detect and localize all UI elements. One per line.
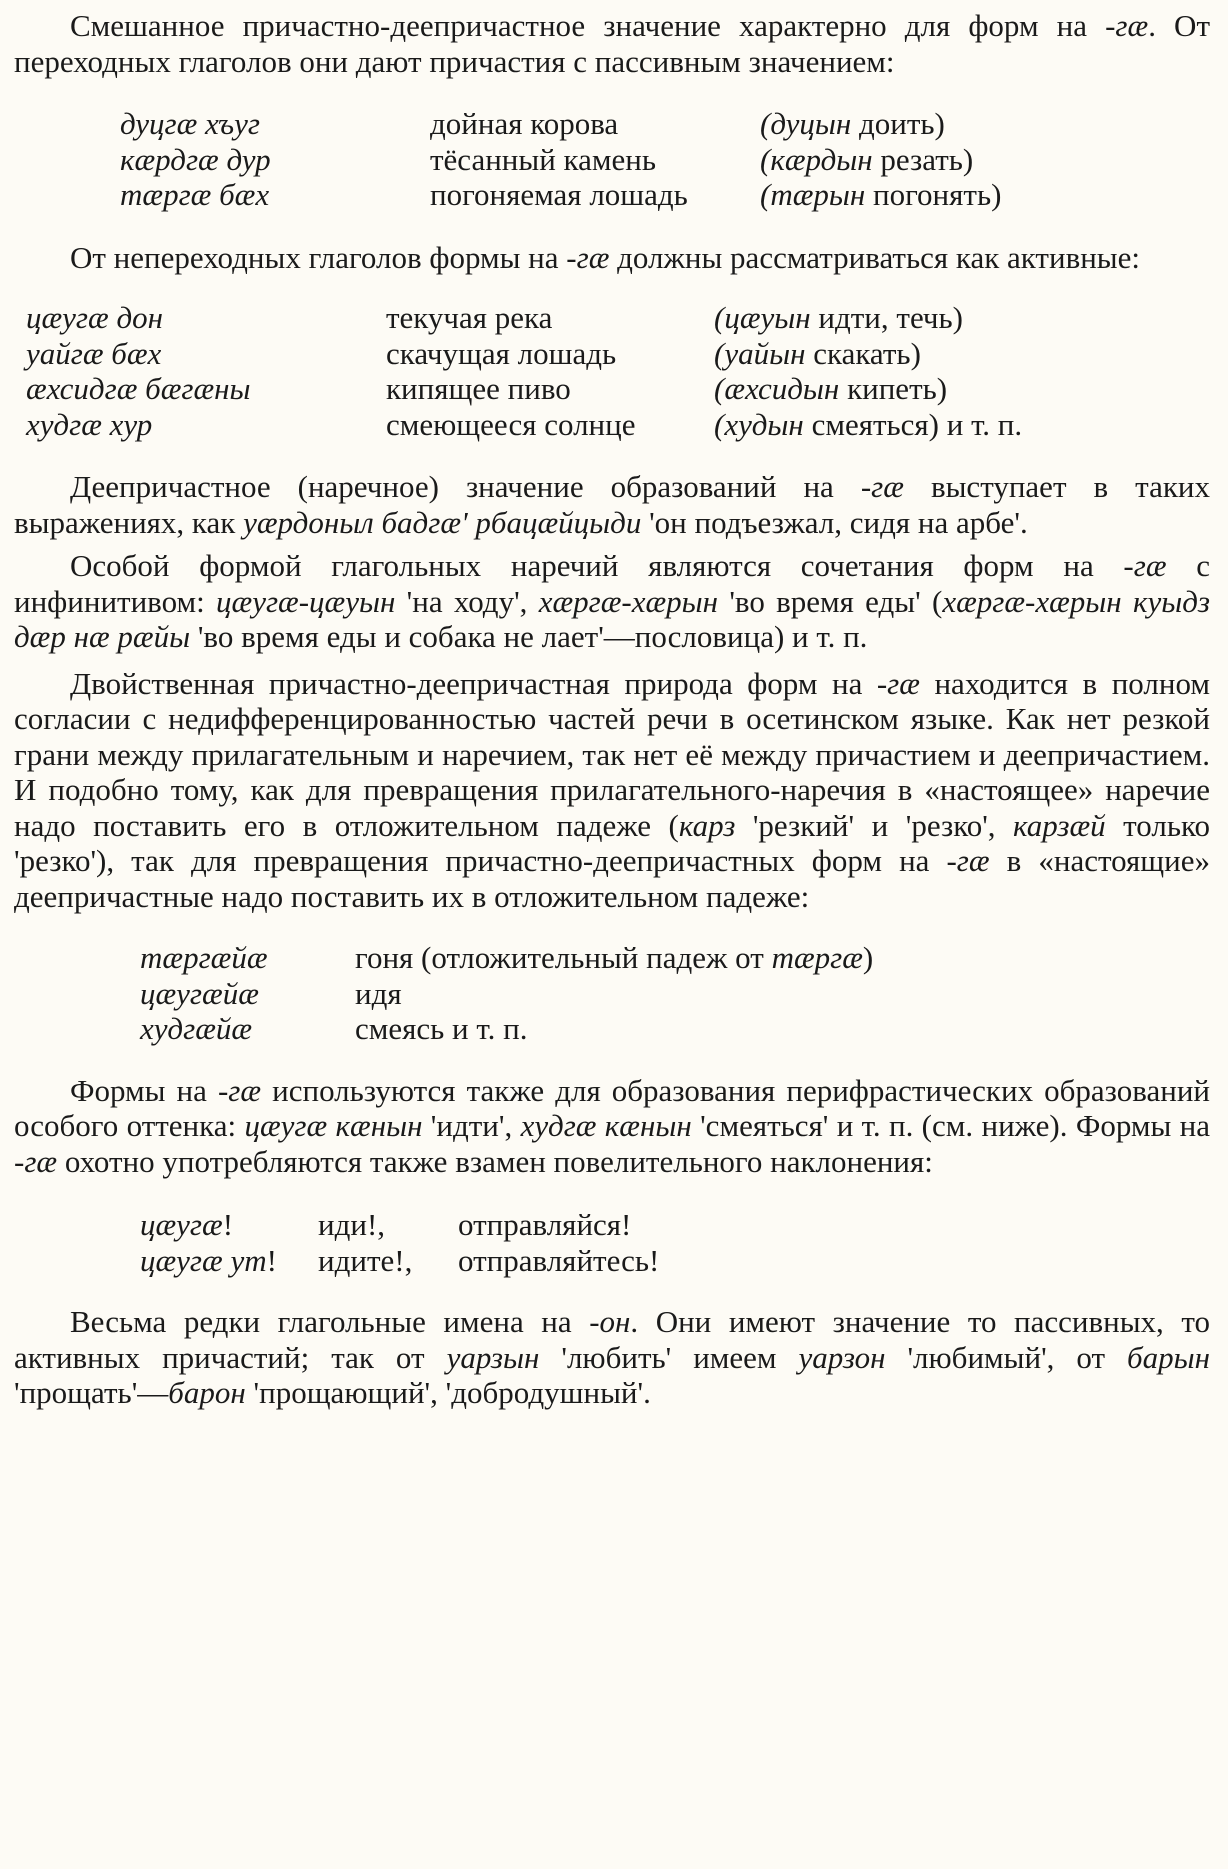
text-run: От непереходных глаголов формы на [70,239,567,275]
example-row [120,177,1001,213]
text-run: 'на ходу', [395,583,539,619]
paragraph-3 [14,469,1210,540]
italic-term: хæргæ-хæрын куыдз дæр нæ рæйы [14,583,1210,654]
italic-term: -гæ [946,843,990,878]
italic-term: цæугæ [140,1207,223,1242]
text-run: 'любимый', от [885,1339,1128,1375]
text-run: 'во время еды и собака не лает'—пословица) и т. п. [190,619,868,654]
italic-term: -гæ [14,1143,58,1179]
italic-term: (цæуын [714,300,811,335]
text-run: резать) [872,141,974,177]
italic-term: -гæ [876,665,920,701]
italic-term: цæугæ-цæуын [216,583,396,619]
italic-term: -гæ [217,1072,262,1108]
example-cell [120,106,430,142]
italic-term: (тæрын [760,177,866,212]
example-row [26,336,1022,372]
text-run: выступает в таких выражениях, как [14,469,1210,540]
text-run: . От переходных глаголов они дают причастия с пассивным значением: [14,8,1210,79]
example-cell [386,371,714,407]
italic-term: (æхсидын [714,371,840,406]
example-row [120,142,1001,178]
text-run: доить) [851,106,945,141]
text-run: используются также для образования перифрастических образований особого оттенка: [14,1072,1210,1143]
text-run: отправляйтесь! [458,1242,660,1278]
example-cell [430,142,760,178]
italic-term: барын [1127,1339,1210,1375]
italic-term: худгæ хур [26,406,153,442]
text-run: 'во время еды' ( [718,583,943,619]
italic-term: æхсидгæ бæгæны [26,371,251,406]
example-cell [26,371,386,407]
text-run: Деепричастное (наречное) значение образований на [70,469,861,504]
text-run: 'прощать'— [14,1375,169,1410]
italic-term: худгæйæ [140,1011,253,1046]
paragraph-6 [14,1073,1210,1180]
example-cell [386,336,714,372]
example-row [140,976,873,1012]
italic-term: карз [678,807,736,843]
example-row [26,407,1022,443]
text-run: Особой формой глагольных наречий являются сочетания форм на [70,548,1124,583]
example-cell [386,300,714,336]
italic-term: цæугæ дон [26,300,164,335]
italic-term: (уайын [714,335,806,371]
italic-term: -он [589,1304,631,1339]
example-row [140,1207,659,1243]
text-run: Весьма редки глагольные имена на [70,1304,590,1339]
paragraph-5 [14,666,1210,915]
example-cell [318,1243,458,1279]
text-run: кипеть) [839,371,948,406]
text-run: гоня (отложительный падеж от [355,940,772,975]
text-run: охотно употребляются также взамен повелительного наклонения: [57,1143,933,1179]
example-cell [714,336,1022,372]
text-run: с инфинитивом: [14,548,1210,619]
text-run: идя [355,975,402,1011]
text-run: смеющееся солнце [386,406,636,442]
example-cell [26,300,386,336]
example-cell [458,1207,659,1243]
italic-term: барон [168,1375,246,1410]
example-cell [140,1243,318,1279]
italic-term: уарзын [446,1339,540,1375]
text-run: в «настоящие» деепричастные надо поставить их в отложительном падеже: [14,843,1210,914]
text-run: погонять) [865,177,1002,212]
example-row [140,1011,873,1047]
text-run: . Они имеют значение то пассивных, то активных причастий; так от [14,1304,1210,1375]
example-cell [430,177,760,213]
text-run: Формы на [70,1072,218,1108]
italic-term: карзæй [1013,807,1106,843]
text-run: скакать) [805,335,921,371]
italic-term: худгæ кæнын [520,1108,692,1143]
italic-term: уæрдоныл бадгæ' рбацæйцыди [243,504,642,540]
italic-term: -гæ [1105,8,1149,43]
italic-term: (дуцын [760,106,852,141]
example-cell [760,142,1001,178]
text-run: Двойственная причастно-деепричастная природа форм на [70,665,877,701]
paragraph-2 [14,240,1210,276]
italic-term: тæргæ [771,940,863,975]
text-run: ! [222,1207,234,1242]
italic-term: уарзон [798,1339,886,1375]
italic-term: кæрдгæ дур [120,141,271,177]
text-run: только 'резко'), так для превращения причастно-деепричастных форм на [14,807,1210,878]
example-cell [714,371,1022,407]
text-run: 'он подъезжал, сидя на арбе'. [641,504,1028,540]
text-run: погоняемая лошадь [430,177,688,212]
text-run: смеяться) и т. п. [803,406,1023,442]
italic-term: дуцгæ хъуг [120,106,260,141]
text-run: идти, течь) [810,300,963,335]
text-run: 'смеяться' и т. п. (см. ниже). Формы на [691,1108,1211,1143]
example-cell [430,106,760,142]
italic-term: цæугæ кæнын [244,1108,423,1143]
example-cell [140,1207,318,1243]
example-cell [458,1243,659,1279]
italic-term: тæргæйæ [140,940,268,975]
example-list-intransitive [26,300,1022,442]
text-run: ! [266,1242,277,1278]
text-run: дойная корова [430,106,619,141]
italic-term: (худын [714,406,804,442]
example-cell [714,407,1022,443]
example-cell [26,407,386,443]
example-cell [120,177,430,213]
text-run: должны рассматриваться как активные: [609,239,1140,275]
paragraph-4 [14,548,1210,655]
example-cell [355,940,873,976]
example-list-ablative [140,940,873,1047]
example-row [26,300,1022,336]
example-cell [140,940,355,976]
example-row [140,1243,659,1279]
text-run: текучая река [386,300,553,335]
example-cell [120,142,430,178]
text-run: тёсанный камень [430,141,657,177]
text-run: 'идти', [422,1108,521,1143]
example-cell [26,336,386,372]
italic-term: цæугæйæ [140,975,259,1011]
italic-term: уайгæ бæх [26,335,162,371]
text-run: иди!, [318,1207,386,1242]
example-row [26,371,1022,407]
italic-term: (кæрдын [760,141,873,177]
example-cell [318,1207,458,1243]
text-run: находится в полном согласии с недифференцированностью частей речи в осетинском языке. Как нет резкой грани между прилагательным и наречием, так нет её между причастием и деепричастием. И подобно тому, как для превращения прилагательного-наречия в «настоящее» наречие надо поставить его в отложительном падеже ( [14,665,1210,843]
italic-term: -гæ [860,469,904,504]
example-cell [760,177,1001,213]
text-run: смеясь и т. п. [355,1011,528,1046]
italic-term: хæргæ-хæрын [538,583,719,619]
italic-term: -гæ [1123,548,1167,583]
italic-term: цæугæ ут [140,1242,267,1278]
example-cell [760,106,1001,142]
italic-term: тæргæ бæх [120,177,270,212]
text-run: скачущая лошадь [386,335,617,371]
text-run: Смешанное причастно-деепричастное значение характерно для форм на [70,8,1106,43]
paragraph-1 [14,8,1210,79]
text-run: идите!, [318,1242,413,1278]
text-run: 'прощающий', 'добродушный'. [245,1375,651,1410]
example-cell [386,407,714,443]
text-run: ) [862,940,874,975]
example-cell [140,1011,355,1047]
example-cell [714,300,1022,336]
text-run: отправляйся! [458,1207,632,1242]
example-row [140,940,873,976]
text-run: 'любить' имеем [539,1339,799,1375]
example-list-imperative [140,1207,659,1278]
example-row [120,106,1001,142]
example-cell [140,976,355,1012]
example-list-transitive [120,106,1001,213]
text-run: кипящее пиво [386,371,571,406]
example-cell [355,1011,873,1047]
italic-term: -гæ [566,239,610,275]
example-cell [355,976,873,1012]
text-run: 'резкий' и 'резко', [735,807,1014,843]
paragraph-7 [14,1304,1210,1411]
